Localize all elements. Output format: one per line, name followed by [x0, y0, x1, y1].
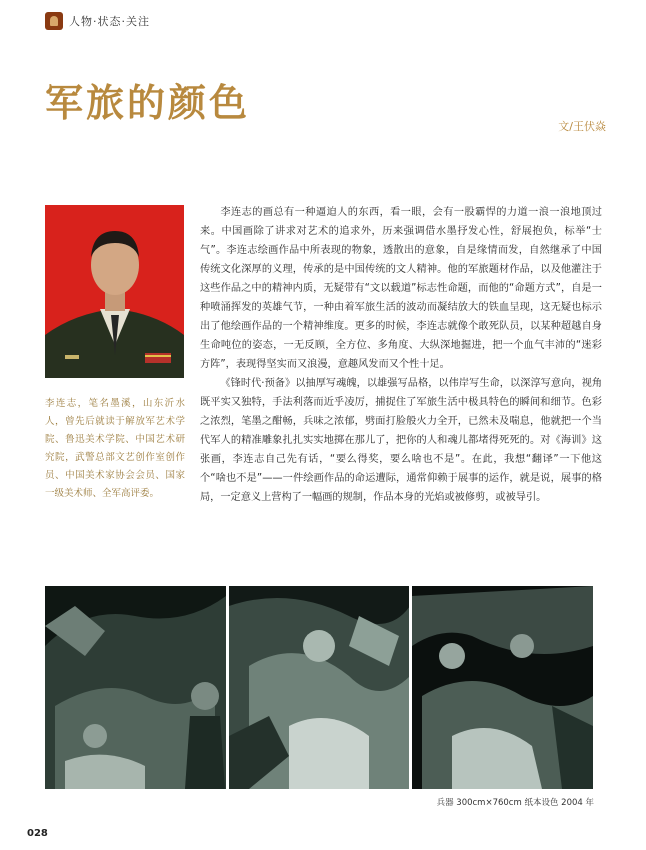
artwork-panel-left [45, 586, 226, 789]
artwork-panel-right [412, 586, 593, 789]
article-title: 军旅的颜色 [45, 80, 251, 125]
section-header [45, 10, 150, 32]
article-byline: 文/王伏焱 [558, 120, 606, 133]
artwork-triptych [45, 586, 593, 789]
article-body [200, 203, 602, 507]
page-number: 028 [27, 828, 48, 839]
author-portrait [45, 205, 184, 378]
article-paragraph: 李连志的画总有一种逼迫人的东西，看一眼，会有一股霸悍的力道一浪一浪地顶过来。中国画除了讲求对艺术的追求外，历来强调借水墨抒发心性，舒展抱负，标举“士气”。李连志绘画作品中所表现的物象，透散出的意象，自是缘情而发，自然继承了中国传统文化深厚的义理，传承的是中国传统的文人精神。他的军旅题材作品，以及他灌注于这些作品之中的精神内质，无疑带有“文以载道”标志性命题，而他的“命题方式”，自是一种喷涌挥发的英雄气节，一种由着军旅生活的波动而凝结放大的铁血呈现，这无疑也标示出了他绘画作品的一个精神维度。更多的时候，李连志就像个敢死队员，以某种超越自身生命吨位的姿态，一无反顾，全方位、多角度、大纵深地掘进，把一个血气丰沛的“迷彩方阵”，表现得坚实而又浪漫，意趣风发而又个性十足。 [200, 207, 602, 370]
artwork-panel-center [229, 586, 410, 789]
magazine-logo-icon [45, 12, 63, 30]
article-paragraph: 《锋时代·预备》以抽厚写魂魄，以雄强写品格，以伟岸写生命，以深淳写意向，视角既平实又独特，手法利落而近乎凌厉，捕捉住了军旅生活中极具特色的瞬间和细节。色彩之浓烈，笔墨之酣畅，兵味之浓郁，劈面打脸般火力全开，已然未及喘息，他就把一个当代军人的精准雕象扎扎实实地掷在那儿了，把你的人和魂儿都堵得死死的。对《海训》这张画，李连志自己先有话，“要么得奖，要么啥也不是”。在此，我想“翻译”一下他这个“啥也不是”——一件绘画作品的命运遭际，通常仰赖于展事的运作，就是说，展事的格局，一定意义上营构了一幅画的规制，作品本身的光焰或被修剪，或被导引。 [200, 378, 602, 503]
artwork-caption: 兵器 300cm×760cm 纸本设色 2004 年 [436, 798, 594, 808]
author-caption: 李连志，笔名墨溪，山东沂水人，曾先后就读于解放军艺术学院、鲁迅美术学院、中国艺术研究院，武警总部文艺创作室创作员、中国美术家协会会员、国家一级美术师、全军高评委。 [45, 398, 185, 499]
section-label: 人物·状态·关注 [69, 15, 150, 28]
